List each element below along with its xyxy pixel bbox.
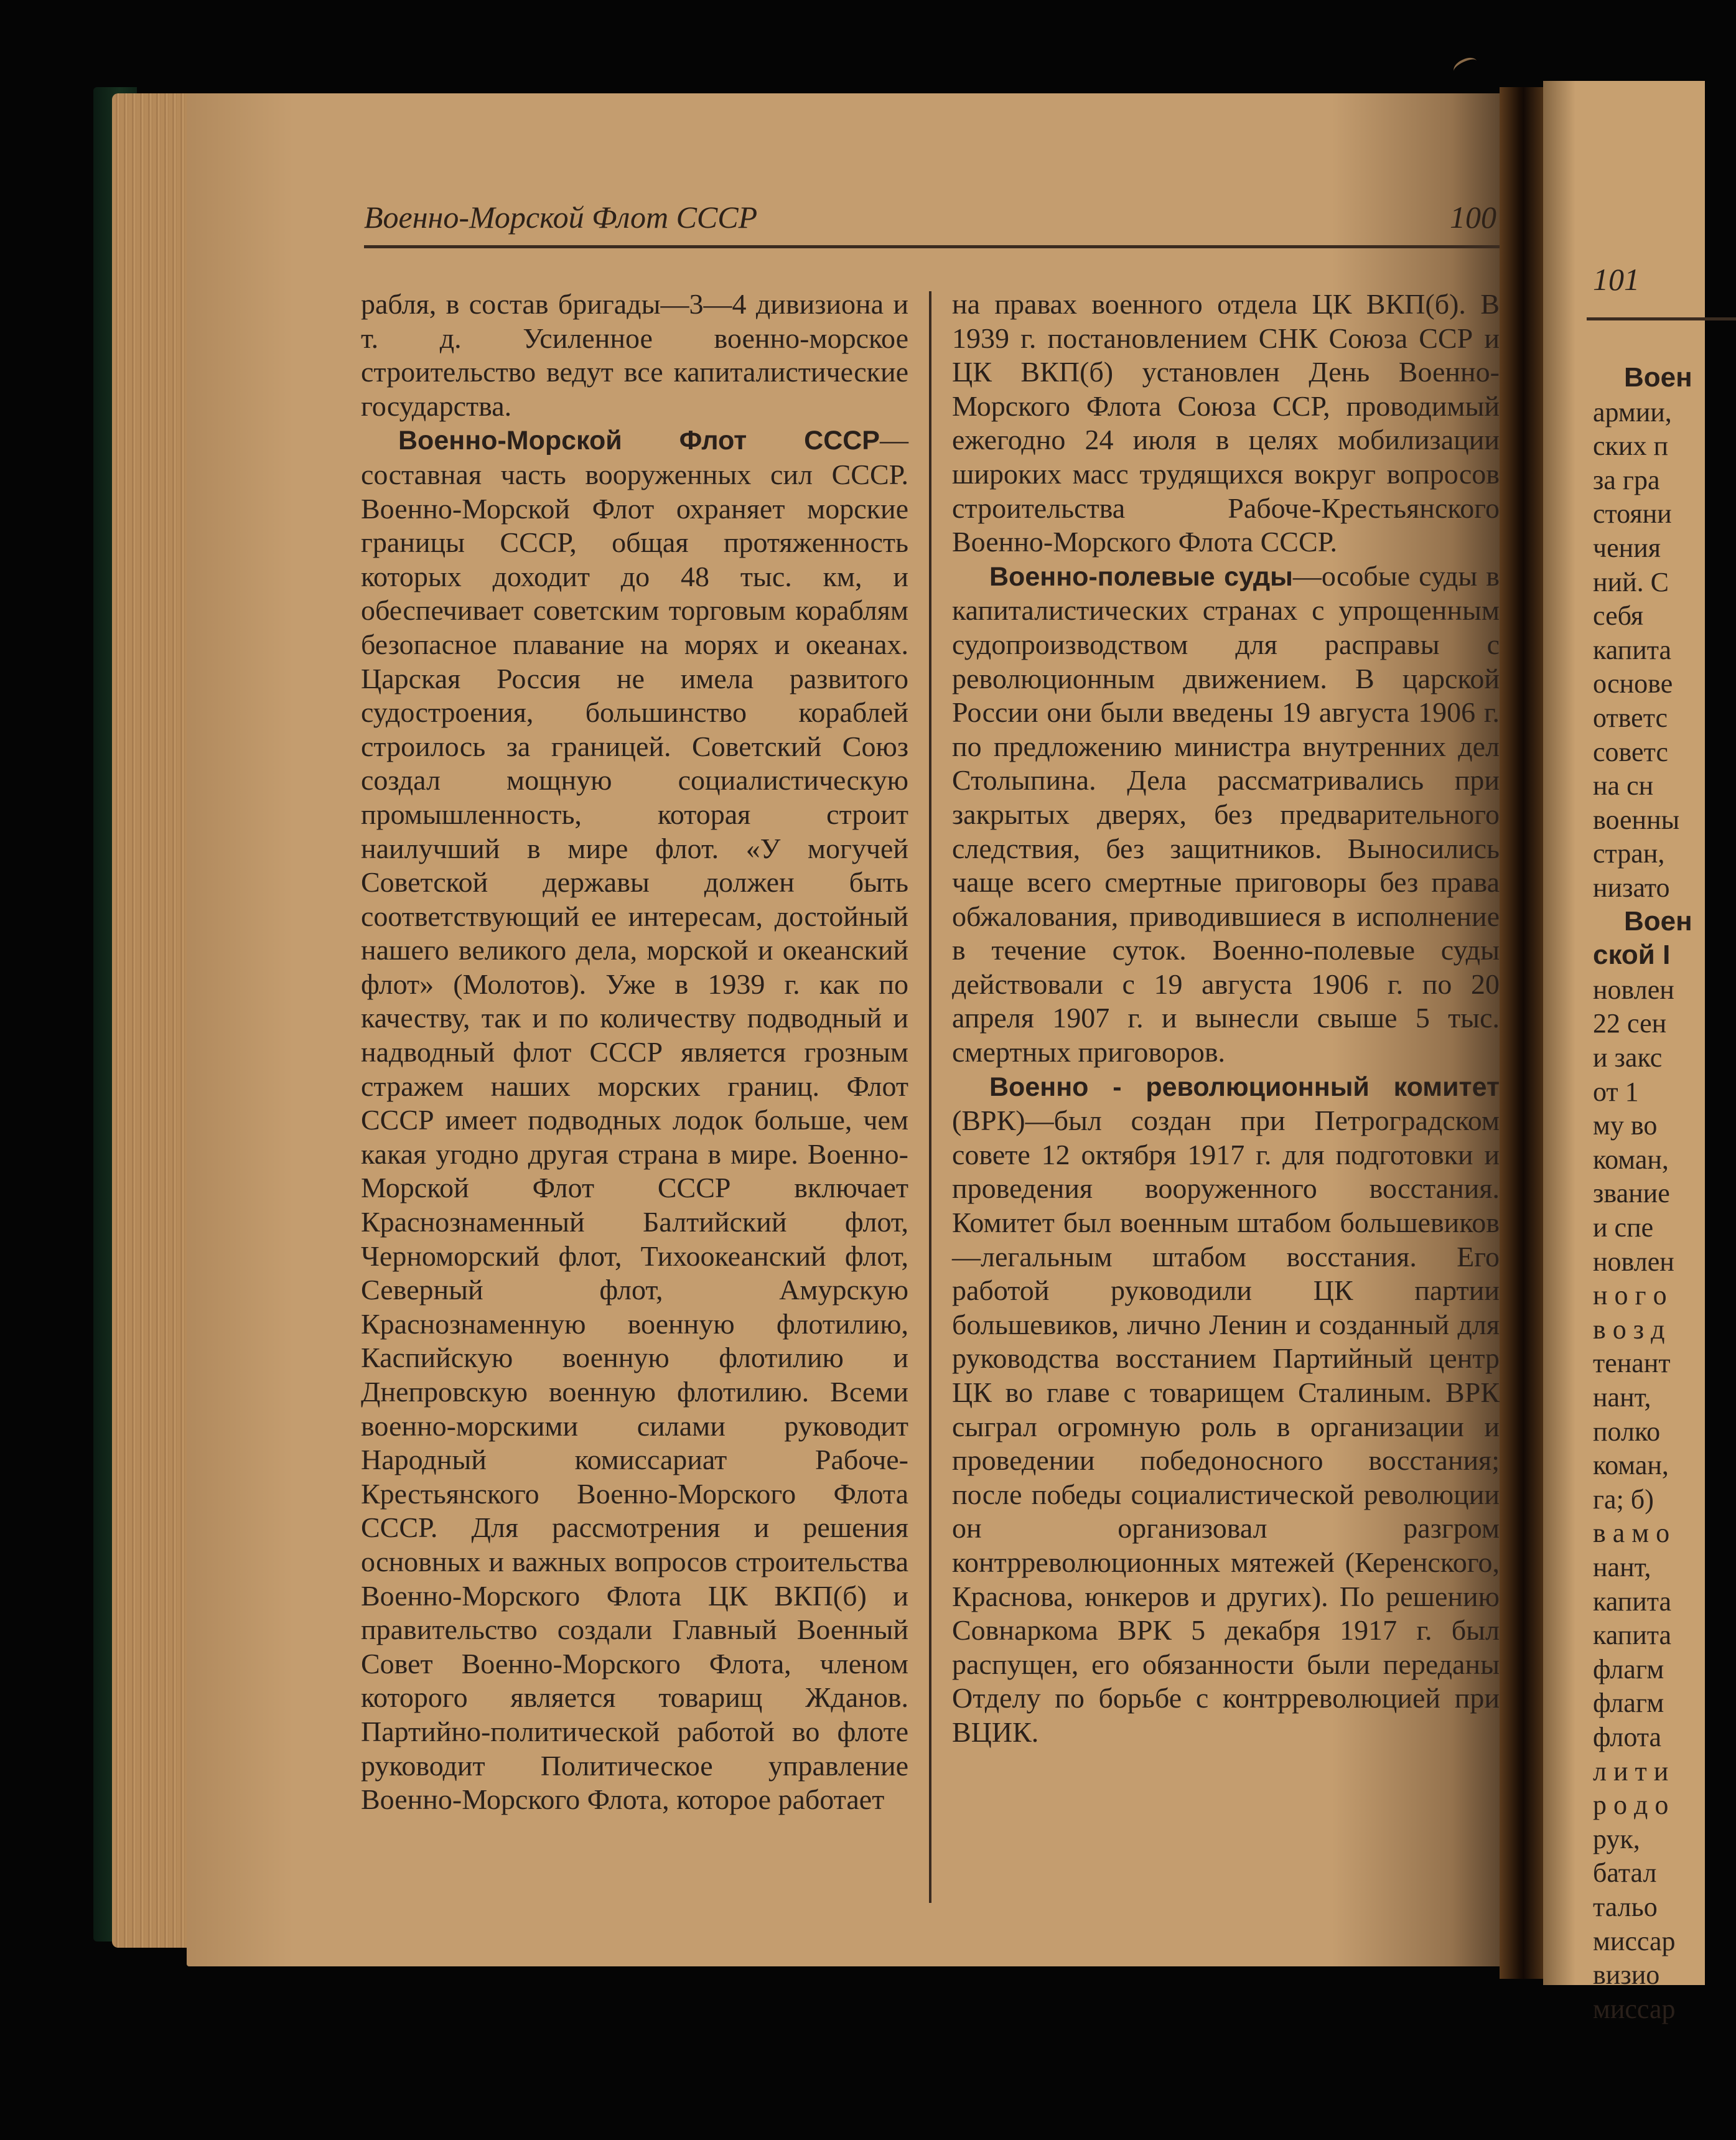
- page-number-right: 101: [1593, 262, 1640, 297]
- right-page-line: рук,: [1593, 1823, 1640, 1854]
- entry-navy-ussr: [361, 423, 908, 1816]
- right-page-line: низато: [1593, 872, 1670, 903]
- right-page-line: звание: [1593, 1178, 1670, 1209]
- right-page-line: ских п: [1593, 431, 1668, 462]
- page-corner-mark: [1451, 55, 1480, 78]
- right-page-line: визио: [1593, 1960, 1660, 1991]
- right-page-line: стояни: [1593, 498, 1672, 530]
- entry-body: —составная часть вооруженных сил СССР. Военно-Морской Флот охраняет морские границы СССР, общая протяженность которых доходит до 48 тыс. км, и обеспечивает советским торговым кораблям безопасное плавание на морях и океанах. Царская Россия не имела развитого судостроения, большинство кораблей строилось за границей. Советский Союз создал мощную социалистическую промышленность, которая строит наилучший в мире флот. «У могучей Советской державы должен быть соответствующий ее интересам, достойный нашего великого дела, морской и океанский флот» (Молотов). Уже в 1939 г. как по качеству, так и по количеству подводный и надводный флот СССР является грозным стражем наших морских границ. Флот СССР имеет подводных лодок больше, чем какая угодно другая страна в мире. Военно-Морской Флот СССР включает Краснознаменный Балтийский флот, Черноморский флот, Тихоокеанский флот, Северный флот, Амурскую Краснознаменную военную флотилию, Каспийскую военную флотилию и Днепровскую военную флотилию. Всеми военно-морскими силами руководит Народный комиссариат Рабоче-Крестьянского Военно-Морского Флота СССР. Для рассмотрения и решения основных и важных вопросов строительства Военно-Морского Флота ЦК ВКП(б) и правительство создали Главный Военный Совет Военно-Морского Флота, членом которого является товарищ Жданов. Партийно-политической работой во флоте руководит Политическое управление Военно-Морского Флота, которое работает: [361, 424, 908, 1816]
- right-page-line: полко: [1593, 1416, 1661, 1447]
- entry-heading: Военно - революционный комитет: [989, 1072, 1500, 1102]
- right-page-line: флагм: [1593, 1653, 1664, 1684]
- right-page-line: нант,: [1593, 1382, 1651, 1413]
- right-page-line: ской I: [1593, 940, 1671, 971]
- right-page-line: на сн: [1593, 770, 1654, 801]
- right-page-line: армии,: [1593, 396, 1672, 428]
- right-page-line: нант,: [1593, 1552, 1651, 1582]
- right-page-line: себя: [1593, 600, 1644, 632]
- header-rule-right: [1587, 317, 1736, 320]
- right-page-line: от 1: [1593, 1076, 1639, 1107]
- right-page-line: основе: [1593, 668, 1673, 699]
- right-page-line: Воен: [1624, 362, 1692, 393]
- right-page-line: ответс: [1593, 703, 1668, 733]
- right-page-line: тальо: [1593, 1892, 1658, 1922]
- right-page-line: батал: [1593, 1857, 1657, 1889]
- right-page-line: чения: [1593, 533, 1661, 563]
- paragraph-continuation: на правах военного отдела ЦК ВКП(б). В 1939 г. постановлением СНК Союза ССР и ЦК ВКП(б) установлен День Военно-Морского Флота Союза ССР, проводимый ежегодно 24 июля в целях мобилизации широких масс трудящихся вокруг вопросов строительства Рабоче-Крестьянского Военно-Морского Флота СССР.: [952, 288, 1500, 558]
- entry-body: —особые суды в капиталистических странах с упрощенным судопроизводством для расправы с революционным движением. В царской России они были введены 19 августа 1906 г. по предложению министра внутренних дел Столыпина. Дела рассматривались при закрытых дверях, без предварительного следствия, без защитников. Выносились чаще всего смертные приговоры без права обжалования, приводившиеся в исполнение в течение суток. Военно-полевые суды действовали с 19 августа 1906 г. по 20 апреля 1907 г. и вынесли свыше 5 тыс. смертных приговоров.: [952, 559, 1500, 1068]
- right-page: [1543, 81, 1705, 2024]
- right-page-line: капита: [1593, 1620, 1672, 1651]
- right-page-line: коман,: [1593, 1450, 1669, 1481]
- right-page-line: л и т и: [1593, 1755, 1669, 1787]
- right-page-line: в о з д: [1593, 1314, 1665, 1345]
- right-page-line: и спе: [1593, 1212, 1654, 1243]
- paragraph-continuation: рабля, в состав бригады—3—4 дивизиона и т. д. Усиленное военно-морское строительство ведут все капиталистические государства.: [361, 288, 908, 422]
- right-page-line: миссар: [1593, 1993, 1676, 2024]
- right-page-line: советс: [1593, 736, 1668, 767]
- entry-military-courts: [952, 559, 1500, 1070]
- running-head: [364, 193, 1496, 243]
- right-page-line: Воен: [1624, 905, 1692, 937]
- right-page-line: за гра: [1593, 464, 1660, 495]
- right-page-line: и закс: [1593, 1042, 1663, 1073]
- entry-revolutionary-committee: [952, 1070, 1500, 1750]
- entry-heading: Военно-полевые суды: [989, 561, 1293, 592]
- header-rule: [364, 245, 1500, 248]
- right-page-line: новлен: [1593, 974, 1674, 1005]
- entry-body: (ВРК)—был создан при Петроградском совете 12 октября 1917 г. для подготовки и проведения вооруженного восстания. Комитет был военным штабом большевиков—легальным штабом восстания. Его работой руководили ЦК партии большевиков, лично Ленин и созданный для руководства восстанием Партийный центр ЦК во главе с товарищем Сталиным. ВРК сыграл огромную роль в организации и проведении победоносного восстания; после победы социалистической революции он организовал разгром контрреволюционных мятежей (Керенского, Краснова, юнкеров и других). По решению Совнаркома ВРК 5 декабря 1917 г. был распущен, его обязанности были переданы Отделу по борьбе с контрреволюцией при ВЦИК.: [952, 1105, 1500, 1748]
- right-page-line: миссар: [1593, 1925, 1676, 1956]
- right-page-line: тенант: [1593, 1348, 1671, 1379]
- entry-heading: Военно-Морской Флот СССР: [398, 426, 880, 456]
- running-title: Военно-Морской Флот СССР: [364, 200, 758, 235]
- right-page-line: га; б): [1593, 1484, 1654, 1515]
- column-divider: [929, 291, 931, 1903]
- right-page-line: р о д о: [1593, 1790, 1669, 1821]
- page-number-left: 100: [1450, 200, 1496, 235]
- right-page-line: му во: [1593, 1110, 1658, 1141]
- right-page-line: ний. С: [1593, 566, 1669, 597]
- right-page-line: флагм: [1593, 1688, 1664, 1719]
- right-page-line: новлен: [1593, 1246, 1674, 1277]
- right-page-line: н о г о: [1593, 1280, 1667, 1311]
- right-page-line: военны: [1593, 804, 1680, 835]
- right-page-line: коман,: [1593, 1144, 1669, 1175]
- right-page-line: капита: [1593, 634, 1672, 665]
- book-gutter: [1500, 87, 1543, 1979]
- right-page-line: флота: [1593, 1722, 1662, 1752]
- right-page-line: в а м о: [1593, 1518, 1670, 1549]
- text-column-right: [952, 287, 1500, 1750]
- right-page-line: 22 сен: [1593, 1008, 1667, 1039]
- right-page-line: стран,: [1593, 838, 1665, 869]
- right-page-line: капита: [1593, 1586, 1672, 1617]
- text-column-left: [361, 287, 908, 1817]
